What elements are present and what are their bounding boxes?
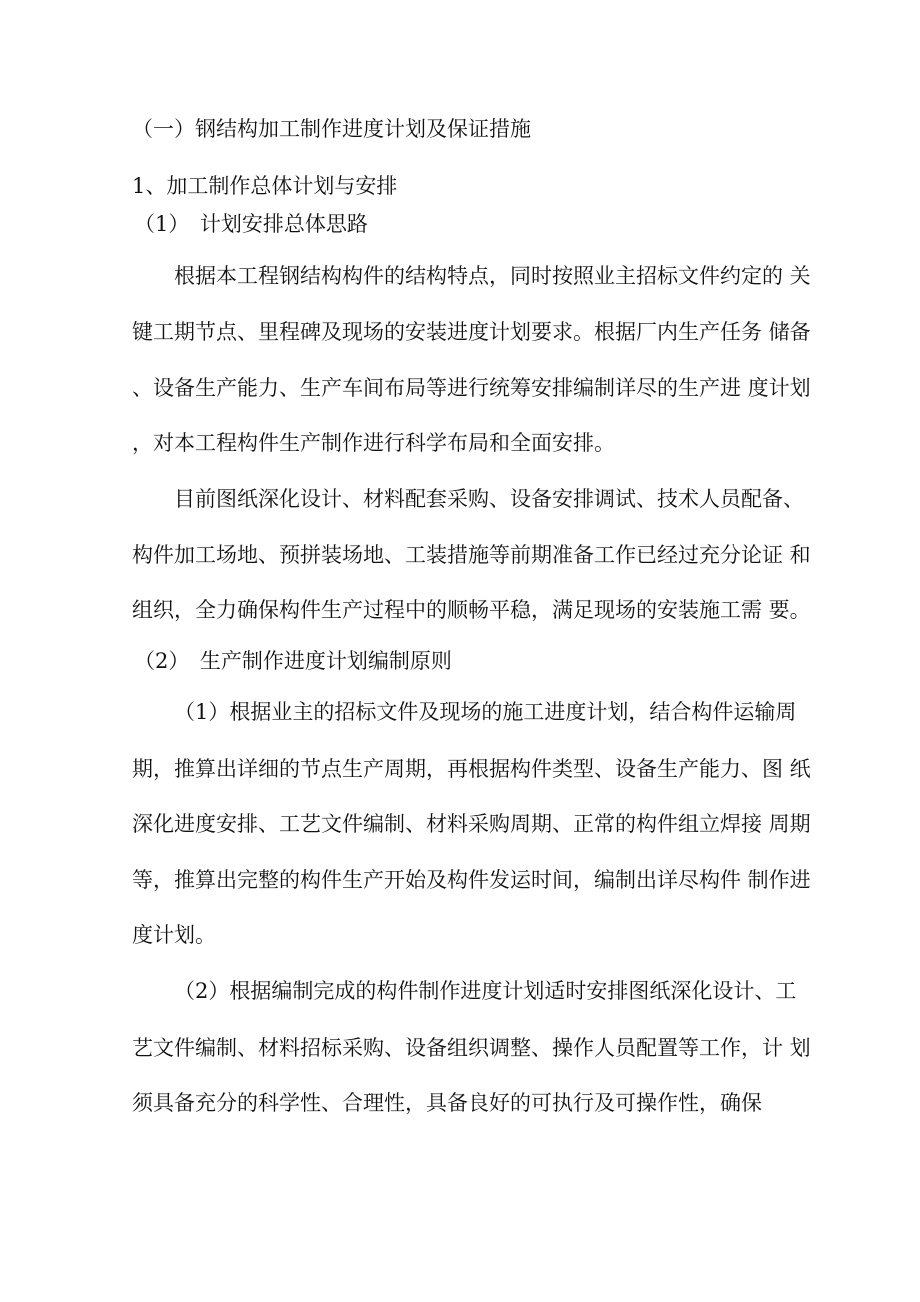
paragraph-4-line-1: （2）根据编制完成的构件制作进度计划适时安排图纸深化设计、工 (174, 979, 797, 1003)
paragraph-2-line-1: 目前图纸深化设计、材料配套采购、设备安排调试、技术人员配备、 (174, 487, 804, 511)
paragraph-2-line-2: 构件加工场地、预拼装场地、工装措施等前期准备工作已经过充分论证 和 (132, 543, 811, 567)
paragraph-4-line-2: 艺文件编制、材料招标采购、设备组织调整、操作人员配置等工作，计 划 (132, 1036, 811, 1060)
paragraph-1-line-2: 键工期节点、里程碑及现场的安装进度计划要求。根据厂内生产任务 储备 (132, 320, 811, 344)
paragraph-1-line-3: 、设备生产能力、生产车间布局等进行统筹安排编制详尽的生产进 度计划 (132, 376, 811, 400)
paragraph-2-line-3: 组织，全力确保构件生产过程中的顺畅平稳，满足现场的安装施工需 要。 (132, 598, 811, 622)
paragraph-3-line-1: （1）根据业主的招标文件及现场的施工进度计划，结合构件运输周 (174, 700, 797, 724)
paragraph-1-line-1: 根据本工程钢结构构件的结构特点，同时按照业主招标文件约定的 关 (174, 264, 811, 288)
section-title: （一）钢结构加工制作进度计划及保证措施 (132, 117, 531, 141)
item-2-heading: （2） 生产制作进度计划编制原则 (134, 649, 452, 673)
paragraph-4-line-3: 须具备充分的科学性、合理性，具备良好的可执行及可操作性，确保 (132, 1091, 762, 1115)
paragraph-3-line-3: 深化进度安排、工艺文件编制、材料采购周期、正常的构件组立焊接 周期 (132, 812, 811, 836)
item-1-heading: （1） 计划安排总体思路 (134, 212, 368, 236)
paragraph-1-line-4: ，对本工程构件生产制作进行科学布局和全面安排。 (132, 431, 615, 455)
paragraph-3-line-2: 期，推算出详细的节点生产周期，再根据构件类型、设备生产能力、图 纸 (132, 757, 811, 781)
paragraph-3-line-5: 度计划。 (132, 923, 216, 947)
paragraph-3-line-4: 等，推算出完整的构件生产开始及构件发运时间，编制出详尽构件 制作进 (132, 868, 811, 892)
subsection-heading: 1、加工制作总体计划与安排 (132, 174, 398, 198)
